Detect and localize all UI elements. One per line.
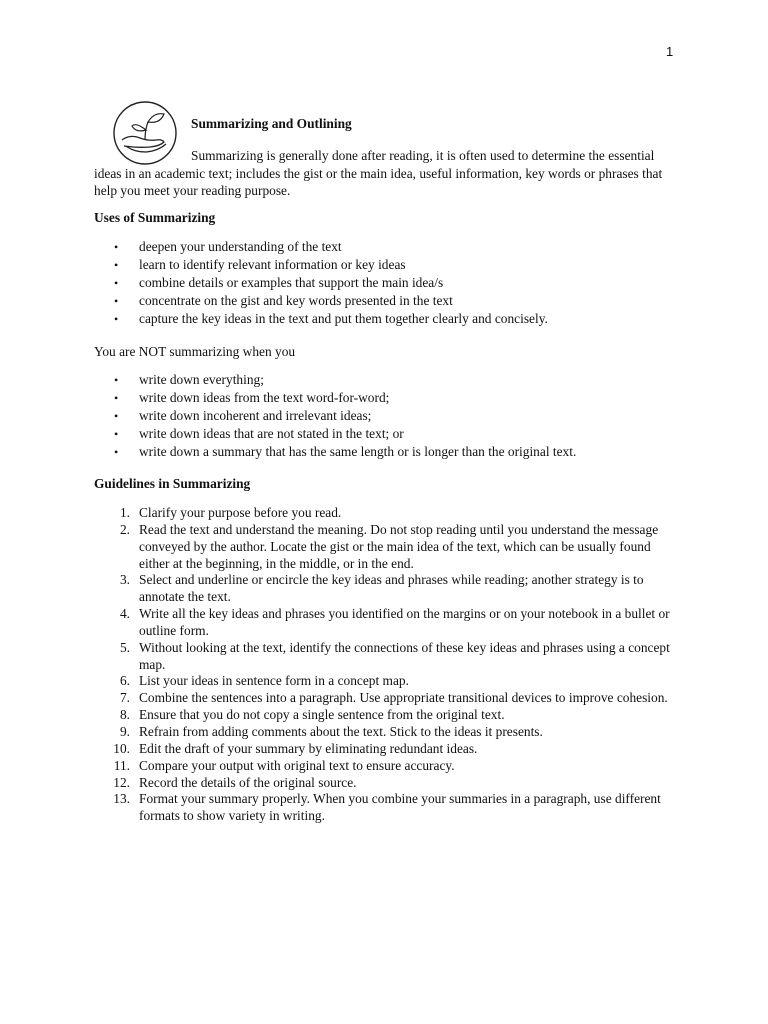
list-item: • concentrate on the gist and key words presented in the text: [94, 292, 684, 310]
list-item: • combine details or examples that support the main idea/s: [94, 274, 684, 292]
not-summarizing-lead: You are NOT summarizing when you: [94, 344, 296, 359]
guidelines-heading: Guidelines in Summarizing: [94, 476, 251, 491]
step-number: 10.: [113, 740, 130, 756]
step-text: Record the details of the original source.: [139, 774, 357, 790]
list-item: [94, 640, 684, 674]
list-item: • deepen your understanding of the text: [94, 238, 684, 256]
step-number: 9.: [119, 723, 130, 739]
step-text: Combine the sentences into a paragraph. Use appropriate transitional devices to improve cohesion.: [139, 690, 668, 706]
list-item: [94, 791, 684, 825]
list-item: [94, 572, 684, 606]
step-text: List your ideas in sentence form in a concept map.: [139, 673, 409, 689]
step-text: Edit the draft of your summary by eliminating redundant ideas.: [139, 740, 478, 756]
list-item: [94, 522, 684, 573]
list-item: [94, 505, 684, 522]
step-number: 6.: [119, 673, 130, 689]
list-item: [94, 673, 684, 690]
step-number: 2.: [119, 521, 130, 537]
step-number: 4.: [119, 606, 130, 622]
step-text: Refrain from adding comments about the text. Stick to the ideas it presents.: [139, 723, 543, 739]
list-item: • learn to identify relevant information or key ideas: [94, 256, 684, 274]
list-item: • write down everything;: [94, 371, 684, 389]
list-item: • write down ideas that are not stated in the text; or: [94, 425, 684, 443]
not-summarizing-list: [94, 371, 684, 461]
document-title: Summarizing and Outlining: [191, 116, 352, 131]
step-text: Read the text and understand the meaning. Do not stop reading until you understand the message conveyed by the author. Locate the gist or the main idea of the text, which can be usually found either at the beginning, in the middle, or in the end.: [139, 521, 659, 571]
step-text: Format your summary properly. When you combine your summaries in a paragraph, use different formats to show variety in writing.: [139, 791, 661, 824]
step-number: 7.: [119, 690, 130, 706]
list-item: [94, 707, 684, 724]
step-text: Select and underline or encircle the key ideas and phrases while reading; another strategy is to annotate the text.: [139, 572, 644, 605]
step-number: 12.: [113, 774, 130, 790]
step-text: Ensure that you do not copy a single sentence from the original text.: [139, 707, 505, 723]
list-item: [94, 724, 684, 741]
uses-heading: Uses of Summarizing: [94, 210, 216, 225]
step-number: 8.: [119, 707, 130, 723]
step-number: 5.: [119, 639, 130, 655]
step-text: Clarify your purpose before you read.: [139, 505, 342, 520]
step-number: 3.: [119, 572, 130, 588]
step-text: Compare your output with original text to ensure accuracy.: [139, 757, 455, 773]
step-number: 1.: [119, 505, 130, 520]
page-number: 1: [666, 44, 674, 59]
step-number: 13.: [113, 791, 130, 807]
step-number: 11.: [113, 757, 130, 773]
list-item: • write down ideas from the text word-for-word;: [94, 389, 684, 407]
intro-paragraph: Summarizing is generally done after reading, it is often used to determine the essential ideas in an academic text; includes the gist or the main idea, useful information, key words or phrases that help you meet your reading purpose.: [94, 148, 663, 198]
list-item: [94, 775, 684, 792]
uses-list: [94, 238, 684, 328]
list-item: [94, 741, 684, 758]
list-item: • write down a summary that has the same length or is longer than the original text.: [94, 443, 684, 461]
list-item: [94, 758, 684, 775]
list-item: [94, 690, 684, 707]
step-text: Write all the key ideas and phrases you identified on the margins or on your notebook in a bullet or outline form.: [139, 606, 670, 638]
list-item: [94, 606, 684, 640]
step-text: Without looking at the text, identify the connections of these key ideas and phrases using a concept map.: [139, 639, 670, 672]
list-item: • capture the key ideas in the text and put them together clearly and concisely.: [94, 310, 684, 328]
list-item: • write down incoherent and irrelevant ideas;: [94, 407, 684, 425]
guidelines-list: [94, 505, 684, 825]
